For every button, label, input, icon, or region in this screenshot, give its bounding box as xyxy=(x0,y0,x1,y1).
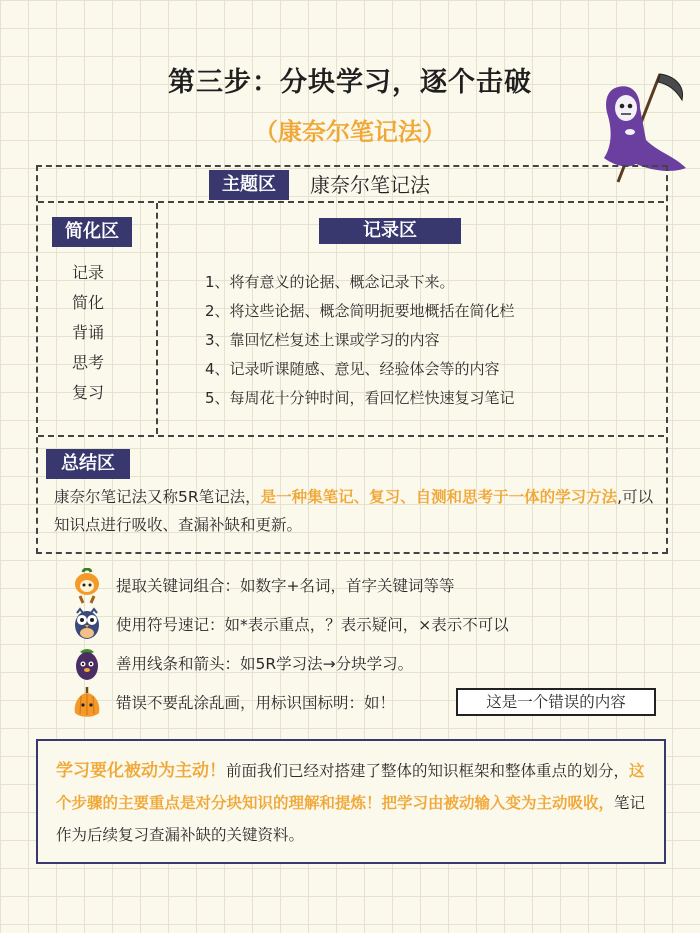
tip-text: 提取关键词组合：如数字+名词，首字关键词等等 xyxy=(116,577,455,595)
note-text xyxy=(56,755,648,851)
summary-plain-text: ,可以知识点进行吸收、查漏补缺和更新。 xyxy=(54,488,654,534)
list-item: 1、将有意义的论据、概念记录下来。 xyxy=(205,273,455,291)
list-item: 3、靠回忆栏复述上课或学习的内容 xyxy=(205,331,440,349)
note-highlight-text: 这个步骤的主要重点是对分块知识的理解和提炼！把学习由被动输入变为主动吸收， xyxy=(56,762,645,812)
summary-text xyxy=(54,483,654,539)
tip-text: 错误不要乱涂乱画，用标识国标明：如！ xyxy=(116,694,396,712)
owl-character-icon xyxy=(70,607,104,643)
list-item: 2、将这些论据、概念简明扼要地概括在简化栏 xyxy=(205,302,515,320)
list-item: 记录 xyxy=(72,263,105,282)
summary-highlight-text: 是一种集笔记、复习、自测和思考于一体的学习方法 xyxy=(260,488,618,506)
list-item: 背诵 xyxy=(72,323,105,342)
list-item xyxy=(70,607,670,643)
divider-line xyxy=(156,203,158,434)
list-item: 4、记录听课随感、意见、经验体会等的内容 xyxy=(205,360,500,378)
divider-line xyxy=(38,435,664,437)
list-item: 思考 xyxy=(72,353,105,372)
list-item xyxy=(70,646,670,682)
theme-area-tag: 主题区 xyxy=(209,170,289,200)
summary-plain-text: 康奈尔笔记法又称5R笔记法， xyxy=(54,488,261,506)
list-item: 复习 xyxy=(72,383,105,402)
note-plain-text: 前面我们已经对搭建了整体的知识框架和整体重点的划分， xyxy=(226,762,630,780)
tips-list xyxy=(70,568,670,724)
error-example-box: 这是一个错误的内容 xyxy=(456,688,656,716)
theme-title: 康奈尔笔记法 xyxy=(310,173,430,197)
simplify-list xyxy=(72,258,132,408)
list-item xyxy=(70,685,670,721)
page-subtitle: （康奈尔笔记法） xyxy=(254,118,446,146)
list-item: 5、每周花十分钟时间，看回忆栏快速复习笔记 xyxy=(205,389,515,407)
tip-text: 使用符号速记：如*表示重点，？表示疑问，×表示不可以 xyxy=(116,616,509,634)
study-note-box xyxy=(36,739,666,864)
orange-character-icon xyxy=(70,568,104,604)
list-item xyxy=(70,568,670,604)
pumpkin-character-icon xyxy=(70,685,104,721)
summary-area-tag: 总结区 xyxy=(46,449,130,479)
tip-text: 善用线条和箭头：如5R学习法→分块学习。 xyxy=(116,655,414,673)
eggplant-character-icon xyxy=(70,646,104,682)
page-title: 第三步：分块学习，逐个击破 xyxy=(168,67,532,98)
record-list xyxy=(205,268,635,413)
note-lead-text: 学习要化被动为主动！ xyxy=(56,761,226,781)
list-item: 简化 xyxy=(72,293,105,312)
record-area-tag: 记录区 xyxy=(319,218,461,244)
note-plain-text: 笔记作为后续复习查漏补缺的关键资料。 xyxy=(56,794,646,844)
simplify-area-tag: 简化区 xyxy=(52,217,132,247)
divider-line xyxy=(38,201,664,203)
